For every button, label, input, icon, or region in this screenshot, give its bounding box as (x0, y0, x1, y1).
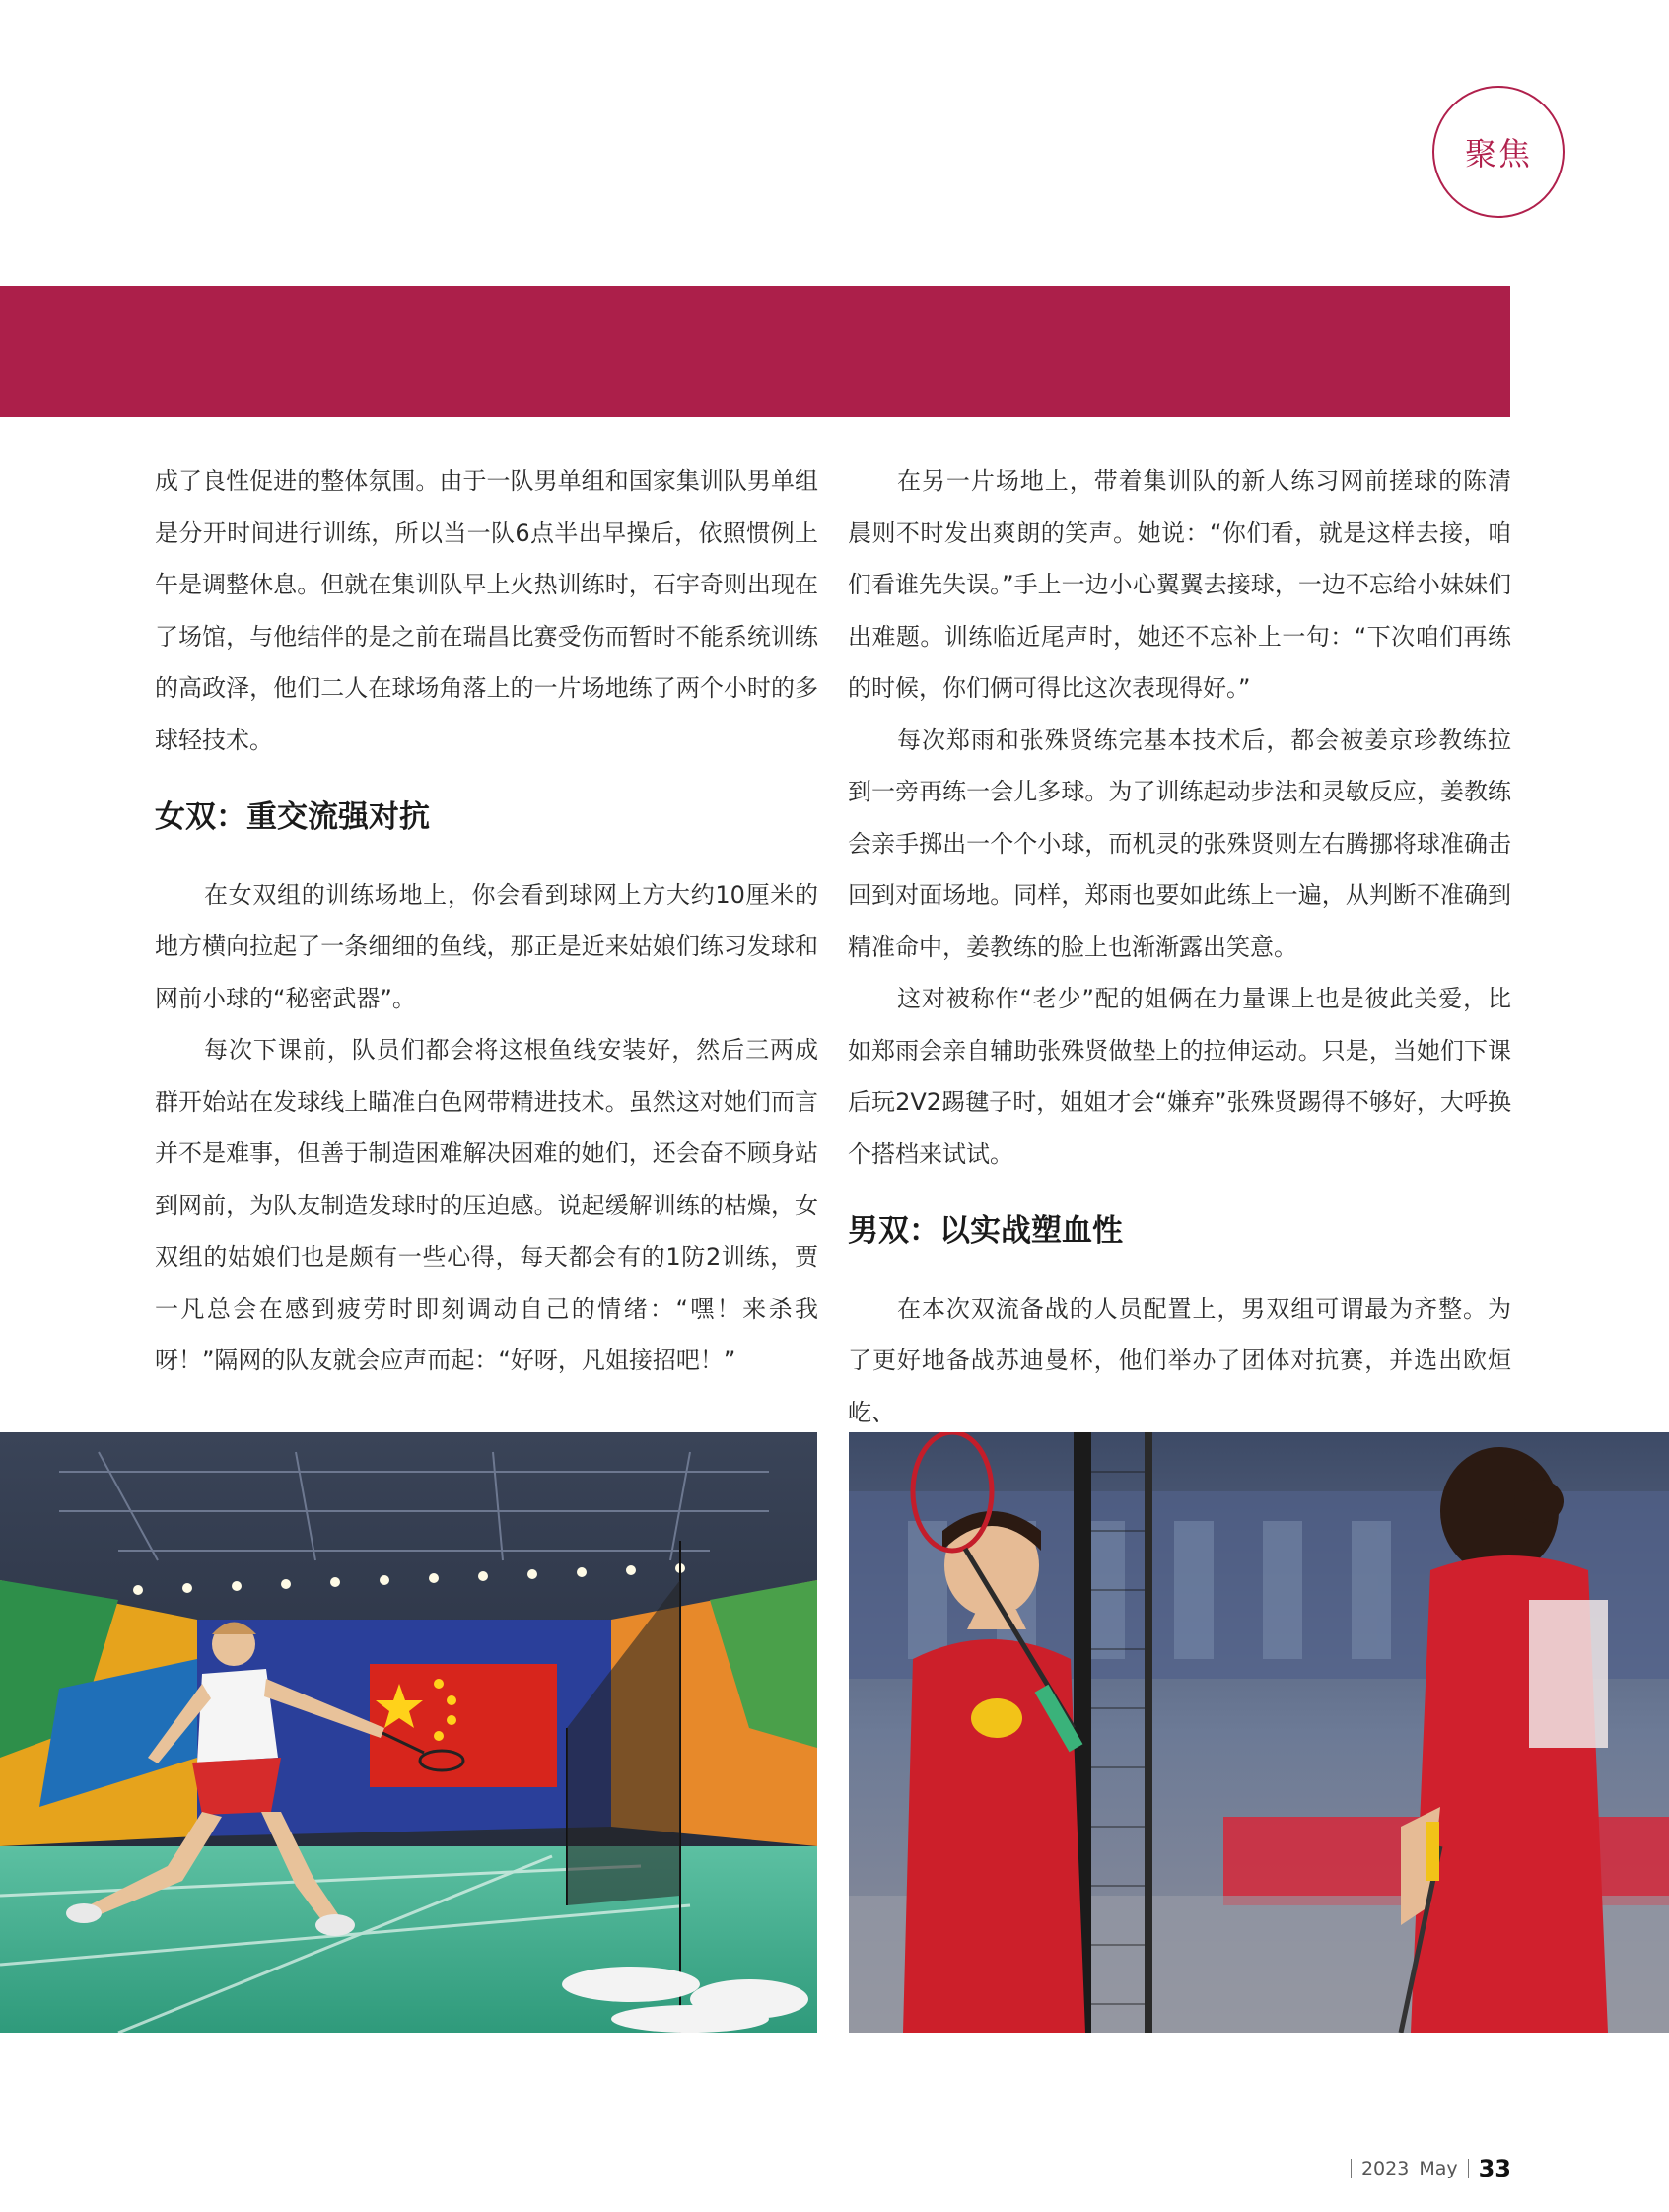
footer-year: 2023 (1360, 2158, 1410, 2179)
photo-players-at-net-illustration (849, 1432, 1669, 2033)
paragraph: 每次郑雨和张殊贤练完基本技术后，都会被姜京珍教练拉到一旁再练一会儿多球。为了训练起动步法和灵敏反应，姜教练会亲手掷出一个个小球，而机灵的张殊贤则左右腾挪将球准确击回到对面场地。同样，郑雨也要如此练上一遍，从判断不准确到精准命中，姜教练的脸上也渐渐露出笑意。 (848, 726, 1511, 961)
photo-players-at-net (849, 1432, 1669, 2033)
photo-badminton-hall (0, 1432, 817, 2033)
section-heading: 女双：重交流强对抗 (155, 799, 430, 835)
right-column (848, 455, 1511, 1438)
footer-divider (1468, 2159, 1469, 2178)
paragraph: 成了良性促进的整体氛围。由于一队男单组和国家集训队男单组是分开时间进行训练，所以当一队6点半出早操后，依照惯例上午是调整休息。但就在集训队早上火热训练时，石宇奇则出现在了场馆，与他结伴的是之前在瑞昌比赛受伤而暂时不能系统训练的高政泽，他们二人在球场角落上的一片场地练了两个小时的多球轻技术。 (155, 467, 818, 754)
section-badge (1432, 86, 1565, 218)
photo-badminton-hall-illustration (0, 1432, 817, 2033)
paragraph: 在女双组的训练场地上，你会看到球网上方大约10厘米的地方横向拉起了一条细细的鱼线，那正是近来姑娘们练习发球和网前小球的“秘密武器”。 (155, 880, 818, 1012)
paragraph: 每次下课前，队员们都会将这根鱼线安装好，然后三两成群开始站在发球线上瞄准白色网带精进技术。虽然这对她们而言并不是难事，但善于制造困难解决困难的她们，还会奋不顾身站到网前，为队友制造发球时的压迫感。说起缓解训练的枯燥，女双组的姑娘们也是颇有一些心得，每天都会有的1防2训练，贾一凡总会在感到疲劳时即刻调动自己的情绪：“嘿！来杀我呀！”隔网的队友就会应声而起：“好呀，凡姐接招吧！” (155, 1036, 818, 1374)
paragraph: 在本次双流备战的人员配置上，男双组可谓最为齐整。为了更好地备战苏迪曼杯，他们举办了团体对抗赛，并选出欧烜屹、 (848, 1294, 1511, 1426)
section-label: 聚焦 (1464, 135, 1532, 173)
footer-divider (1351, 2159, 1352, 2178)
footer-month: May (1419, 2158, 1458, 2179)
left-column (155, 455, 818, 1387)
paragraph: 这对被称作“老少”配的姐俩在力量课上也是彼此关爱，比如郑雨会亲自辅助张殊贤做垫上的拉伸运动。只是，当她们下课后玩2V2踢毽子时，姐姐才会“嫌弃”张殊贤踢得不够好，大呼换个搭档来试试。 (848, 985, 1511, 1168)
section-heading: 男双：以实战塑血性 (848, 1213, 1123, 1249)
page-number: 33 (1478, 2155, 1511, 2182)
page-footer (1351, 2155, 1511, 2182)
header-banner (0, 286, 1510, 417)
paragraph: 在另一片场地上，带着集训队的新人练习网前搓球的陈清晨则不时发出爽朗的笑声。她说：“你们看，就是这样去接，咱们看谁先失误。”手上一边小心翼翼去接球，一边不忘给小妹妹们出难题。训练临近尾声时，她还不忘补上一句：“下次咱们再练的时候，你们俩可得比这次表现得好。” (848, 467, 1511, 702)
